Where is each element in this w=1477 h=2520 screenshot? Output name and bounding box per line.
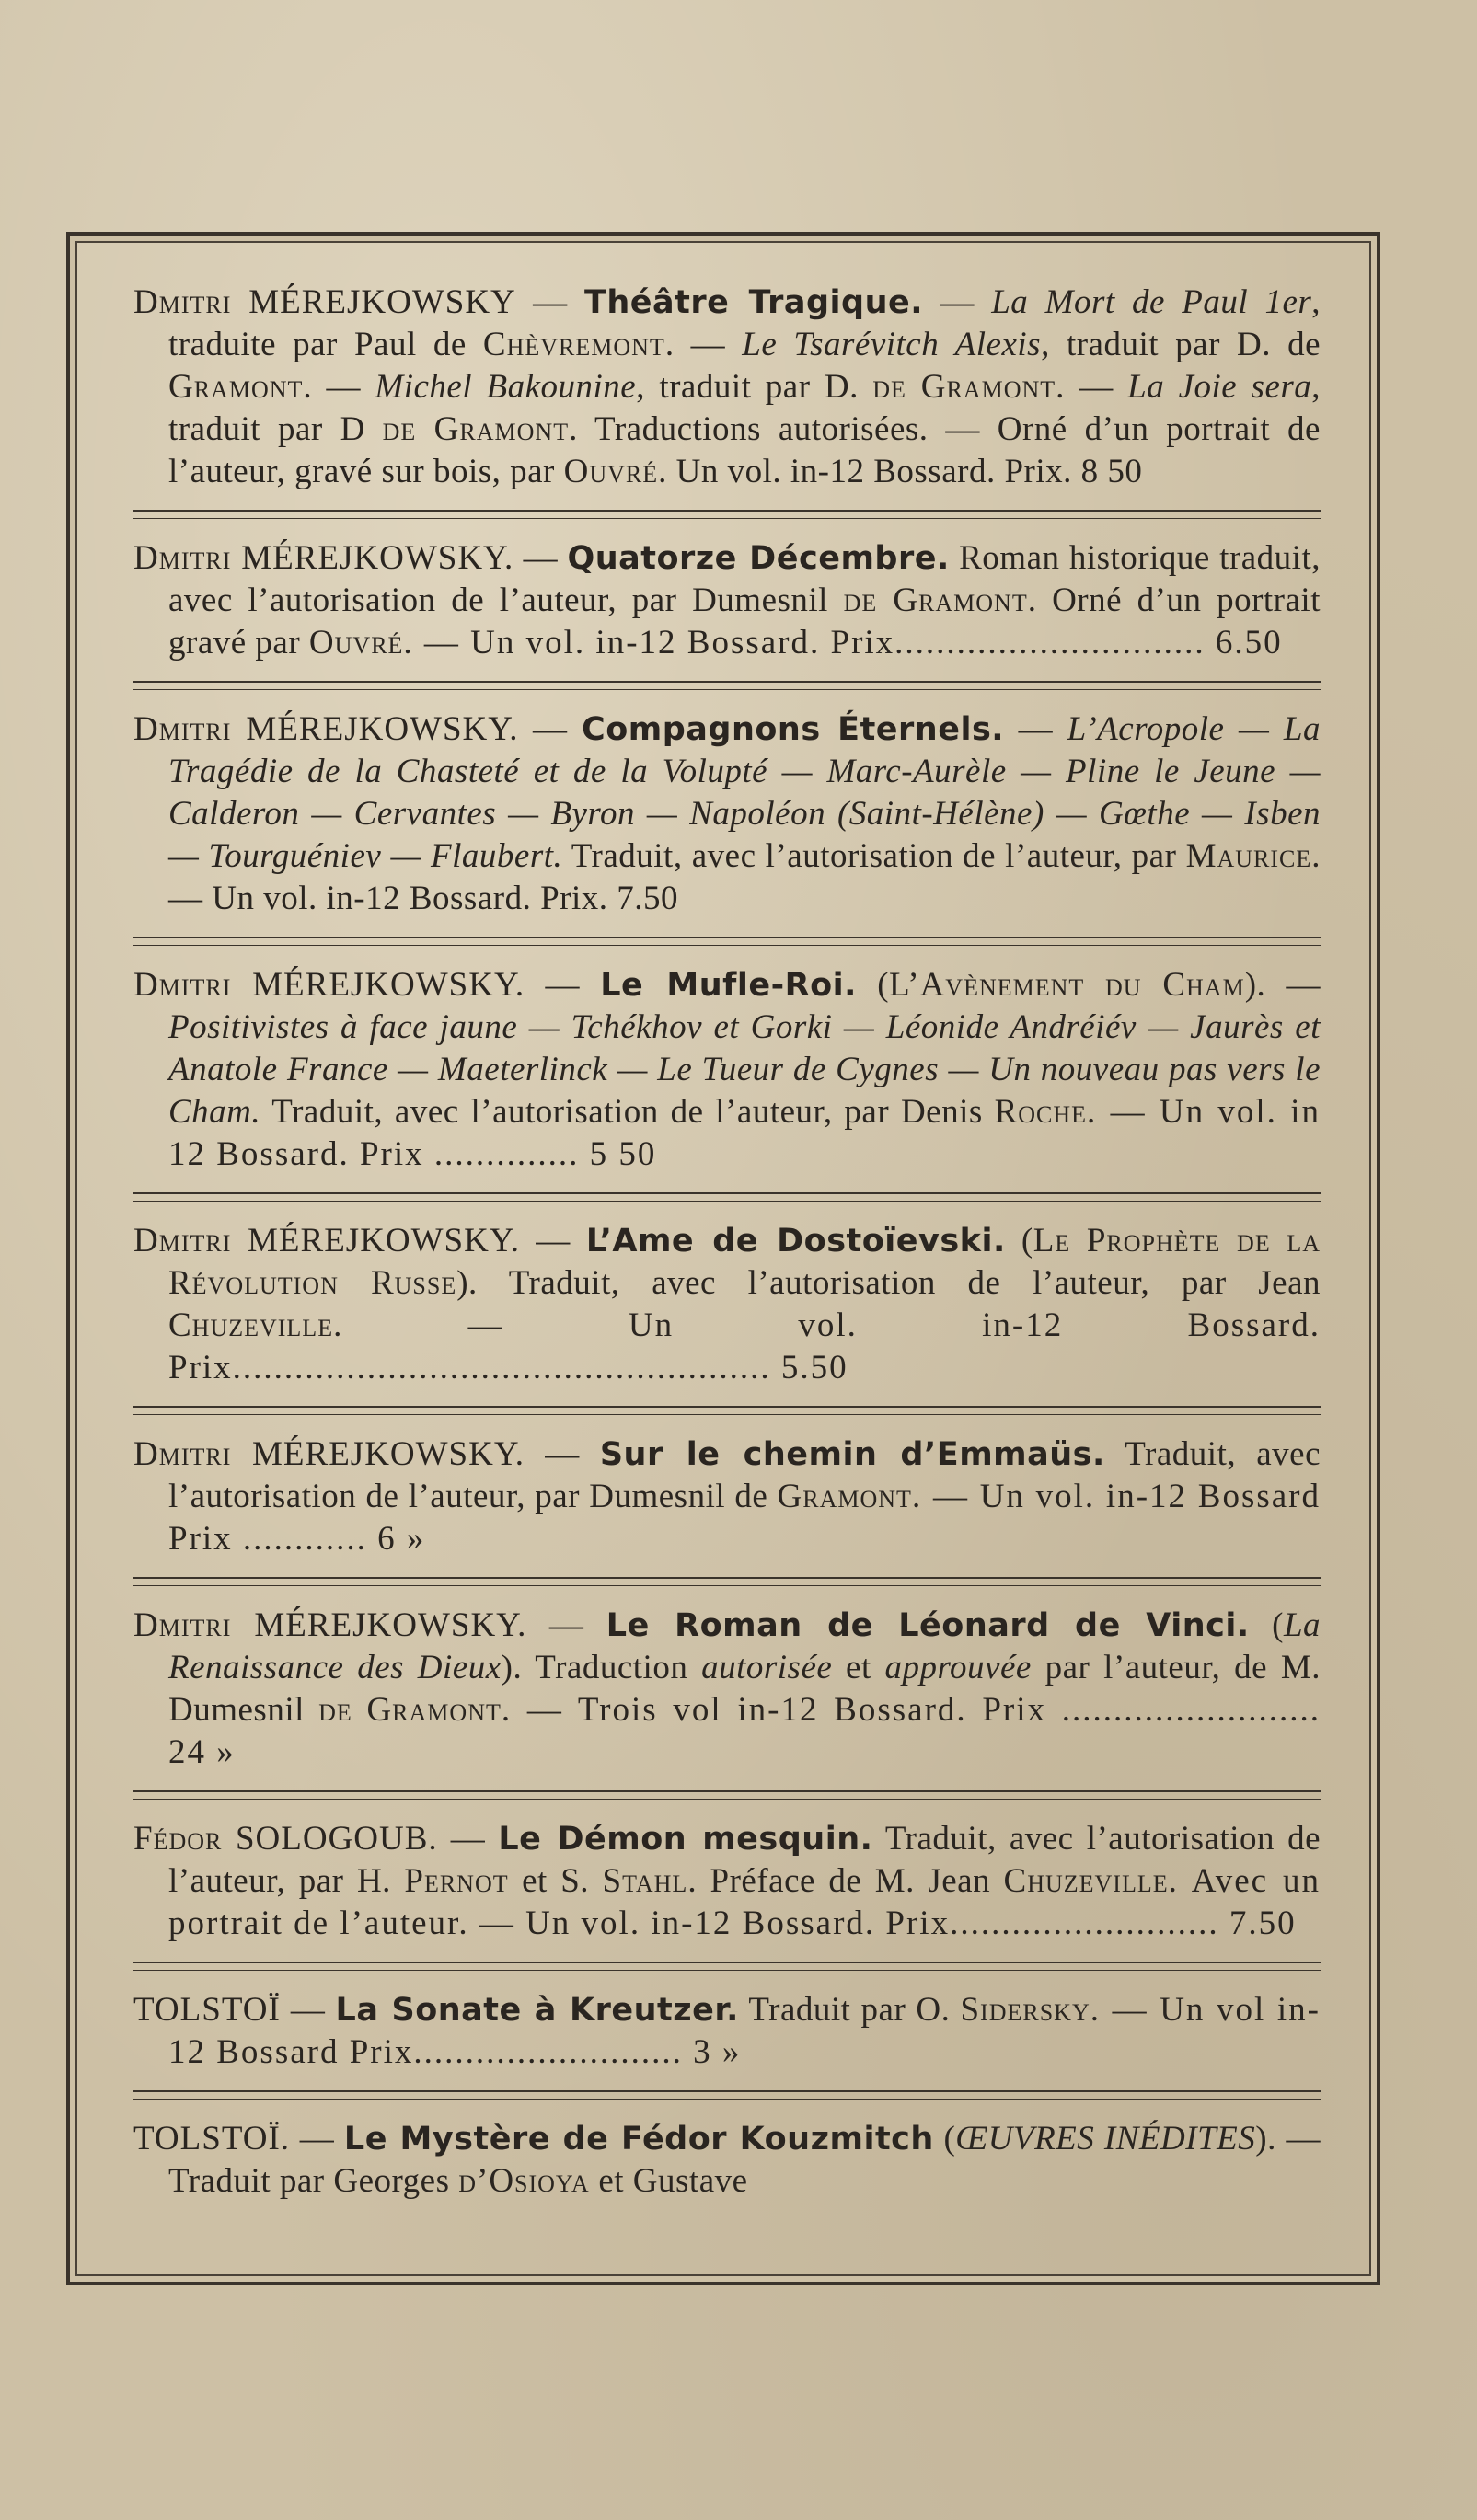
entry-author: Dmitri MÉREJKOWSKY: [133, 283, 516, 321]
list-item: [133, 1428, 1321, 1570]
entry-author: Dmitri MÉREJKOWSKY.: [133, 539, 514, 577]
entry-title: Compagnons Éternels.: [582, 711, 1005, 748]
divider: [133, 681, 1321, 690]
entry-text: — L’Acropole — La Tragédie de la Chasteté et de la Volupté — Marc-Aurèle — Pline le Jeune — Calderon — Cervantes — Byron — Napoléon (Saint-Hélène) — Gœthe — Isben — Tourguéniev — Flaubert. Traduit, avec l’autorisation de l’auteur, par Maurice. — Un vol. in-12 Bossard. Prix. 7.50: [168, 710, 1321, 917]
entry-title: Sur le chemin d’Emmaüs.: [599, 1436, 1105, 1473]
entry-separator: —: [525, 966, 601, 1004]
list-item: [133, 1812, 1321, 1954]
list-item: [133, 276, 1321, 502]
entry-separator: —: [525, 1435, 600, 1473]
entry-title: L’Ame de Dostoïevski.: [585, 1223, 1006, 1260]
entry-author: Dmitri MÉREJKOWSKY.: [133, 1606, 527, 1644]
entry-author: Dmitri MÉREJKOWSKY.: [133, 1435, 525, 1473]
entry-title: Théâtre Tragique.: [583, 284, 924, 321]
entry-author: Dmitri MÉREJKOWSKY.: [133, 966, 525, 1004]
entry-title: Quatorze Décembre.: [567, 540, 950, 577]
divider: [133, 1790, 1321, 1800]
entry-text: Traduit, avec l’autorisation de l’auteur, par Dumesnil de Gramont. — Un vol. in-12 Bossard Prix ............ 6 »: [168, 1435, 1321, 1558]
divider: [133, 1962, 1321, 1971]
entry-text: Traduit par O. Sidersky. — Un vol in-12 Bossard Prix.......................... 3 »: [168, 1991, 1321, 2071]
divider: [133, 1577, 1321, 1586]
entry-author: Dmitri MÉREJKOWSKY.: [133, 1222, 521, 1260]
list-item: [133, 2112, 1321, 2212]
entry-separator: —: [437, 1820, 499, 1858]
entry-separator: —: [280, 1991, 336, 2029]
entry-separator: —: [290, 2120, 344, 2158]
entry-title: Le Démon mesquin.: [498, 1821, 873, 1858]
entry-text: (La Renaissance des Dieux). Traduction autorisée et approuvée par l’auteur, de M. Dumesnil de Gramont. — Trois vol in-12 Bossard. Prix ......................... 24 »: [168, 1606, 1321, 1771]
entry-text: (L’Avènement du Cham). — Positivistes à face jaune — Tchékhov et Gorki — Léonide Andréiév — Jaurès et Anatole France — Maeterlinck — Le Tueur de Cygnes — Un nouveau pas vers le Cham. Traduit, avec l’autorisation de l’auteur, par Denis Roche. — Un vol. in 12 Bossard. Prix .............. 5 50: [168, 966, 1321, 1173]
advertisement-list: [133, 276, 1321, 2212]
entry-separator: —: [513, 539, 568, 577]
list-item: [133, 1214, 1321, 1398]
entry-title: Le Mufle-Roi.: [600, 967, 857, 1004]
entry-title: Le Mystère de Fédor Kouzmitch: [343, 2121, 934, 2158]
divider: [133, 510, 1321, 519]
entry-text: Traduit, avec l’autorisation de l’auteur, par H. Pernot et S. Stahl. Préface de M. Jean Chuzeville. Avec un portrait de l’auteur. — Un vol. in-12 Bossard. Prix.......................... 7.50: [168, 1820, 1321, 1942]
entry-text: Roman historique traduit, avec l’autorisation de l’auteur, par Dumesnil de Gramont. Orné d’un portrait gravé par Ouvré. — Un vol. in-12 Bossard. Prix.............................. 6.50: [168, 539, 1321, 662]
divider: [133, 1406, 1321, 1415]
list-item: [133, 1984, 1321, 2083]
entry-text: (ŒUVRES INÉDITES). — Traduit par Georges d’Osioya et Gustave: [168, 2120, 1321, 2200]
entry-separator: —: [526, 1606, 606, 1644]
divider: [133, 1192, 1321, 1202]
entry-author: Dmitri MÉREJKOWSKY.: [133, 710, 519, 748]
divider: [133, 2090, 1321, 2100]
entry-text: (Le Prophète de la Révolution Russe). Traduit, avec l’autorisation de l’auteur, par Jean Chuzeville. — Un vol. in-12 Bossard. Prix.................................................... 5.50: [168, 1222, 1321, 1387]
list-item: [133, 1599, 1321, 1783]
list-item: [133, 703, 1321, 929]
entry-separator: —: [515, 283, 584, 321]
entry-author: Fédor SOLOGOUB.: [133, 1820, 438, 1858]
divider: [133, 937, 1321, 946]
entry-author: TOLSTOÏ: [133, 1991, 281, 2029]
entry-author: TOLSTOÏ.: [133, 2120, 291, 2158]
list-item: [133, 532, 1321, 673]
list-item: [133, 959, 1321, 1185]
entry-title: La Sonate à Kreutzer.: [335, 1992, 739, 2029]
entry-separator: —: [518, 710, 583, 748]
entry-text: — La Mort de Paul 1er, traduite par Paul de Chèvremont. — Le Tsarévitch Alexis, traduit par D. de Gramont. — Michel Bakounine, traduit par D. de Gramont. — La Joie sera, traduit par D de Gramont. Traductions autorisées. — Orné d’un portrait de l’auteur, gravé sur bois, par Ouvré. Un vol. in-12 Bossard. Prix. 8 50: [168, 283, 1321, 490]
entry-separator: —: [520, 1222, 586, 1260]
entry-title: Le Roman de Léonard de Vinci.: [606, 1607, 1250, 1644]
